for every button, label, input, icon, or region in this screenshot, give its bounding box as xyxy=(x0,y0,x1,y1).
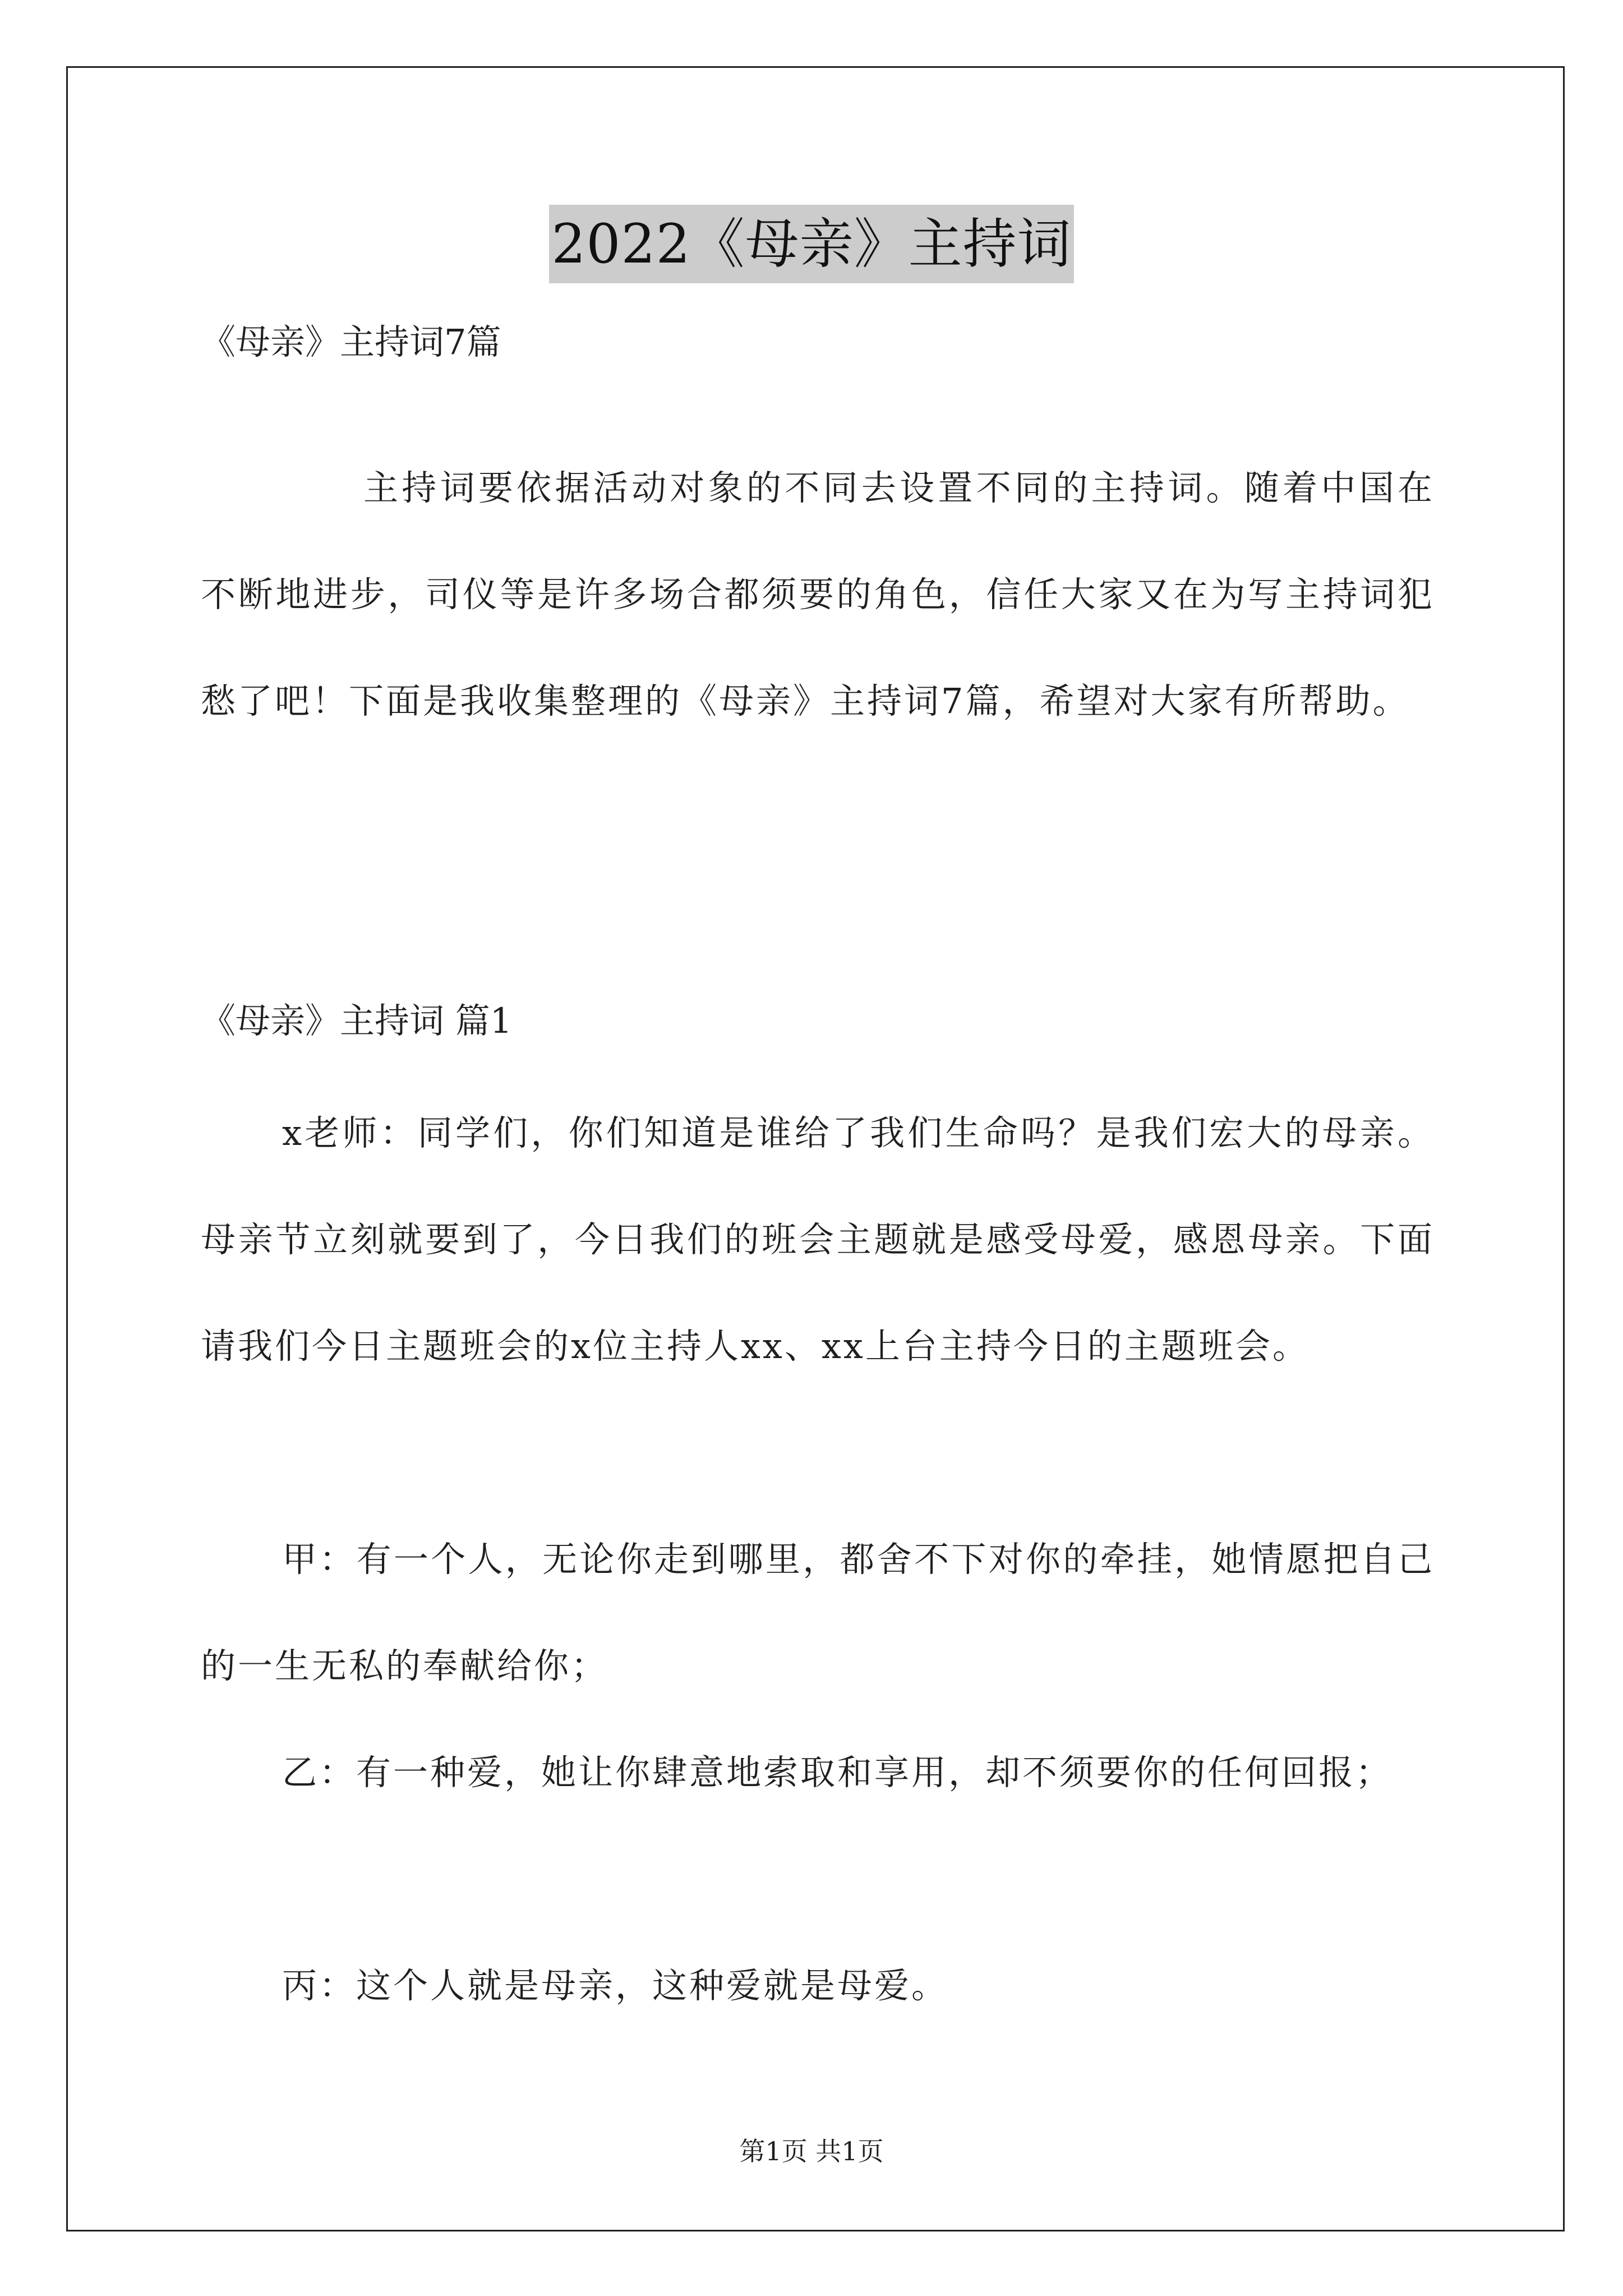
title-container xyxy=(0,205,1623,283)
document-title: 2022《母亲》主持词 xyxy=(549,205,1073,283)
body-paragraph: 丙：这个人就是母亲，这种爱就是母爱。 xyxy=(282,1965,949,2006)
page-footer: 第1页 共1页 xyxy=(739,2136,884,2166)
intro-paragraph: 主持词要依据活动对象的不同去设置不同的主持词。随着中国在不断地进步，司仪等是许多场合都须要的角色，信任大家又在为写主持词犯愁了吧！下面是我收集整理的《母亲》主持词7篇，希望对大家有所帮助。 xyxy=(201,467,1435,721)
body-paragraph: 甲：有一个人，无论你走到哪里，都舍不下对你的牵挂，她情愿把自己的一生无私的奉献给你； xyxy=(201,1539,1435,1686)
document-subtitle: 《母亲》主持词7篇 xyxy=(201,321,501,362)
body-paragraph: x老师：同学们，你们知道是谁给了我们生命吗？是我们宏大的母亲。母亲节立刻就要到了，今日我们的班会主题就是感受母爱，感恩母亲。下面请我们今日主题班会的x位主持人xx、xx上台主持今日的主题班会。 xyxy=(201,1112,1435,1366)
body-paragraph: 乙：有一种爱，她让你肆意地索取和享用，却不须要你的任何回报； xyxy=(282,1752,1393,1793)
section-heading: 《母亲》主持词 篇1 xyxy=(201,1000,513,1041)
